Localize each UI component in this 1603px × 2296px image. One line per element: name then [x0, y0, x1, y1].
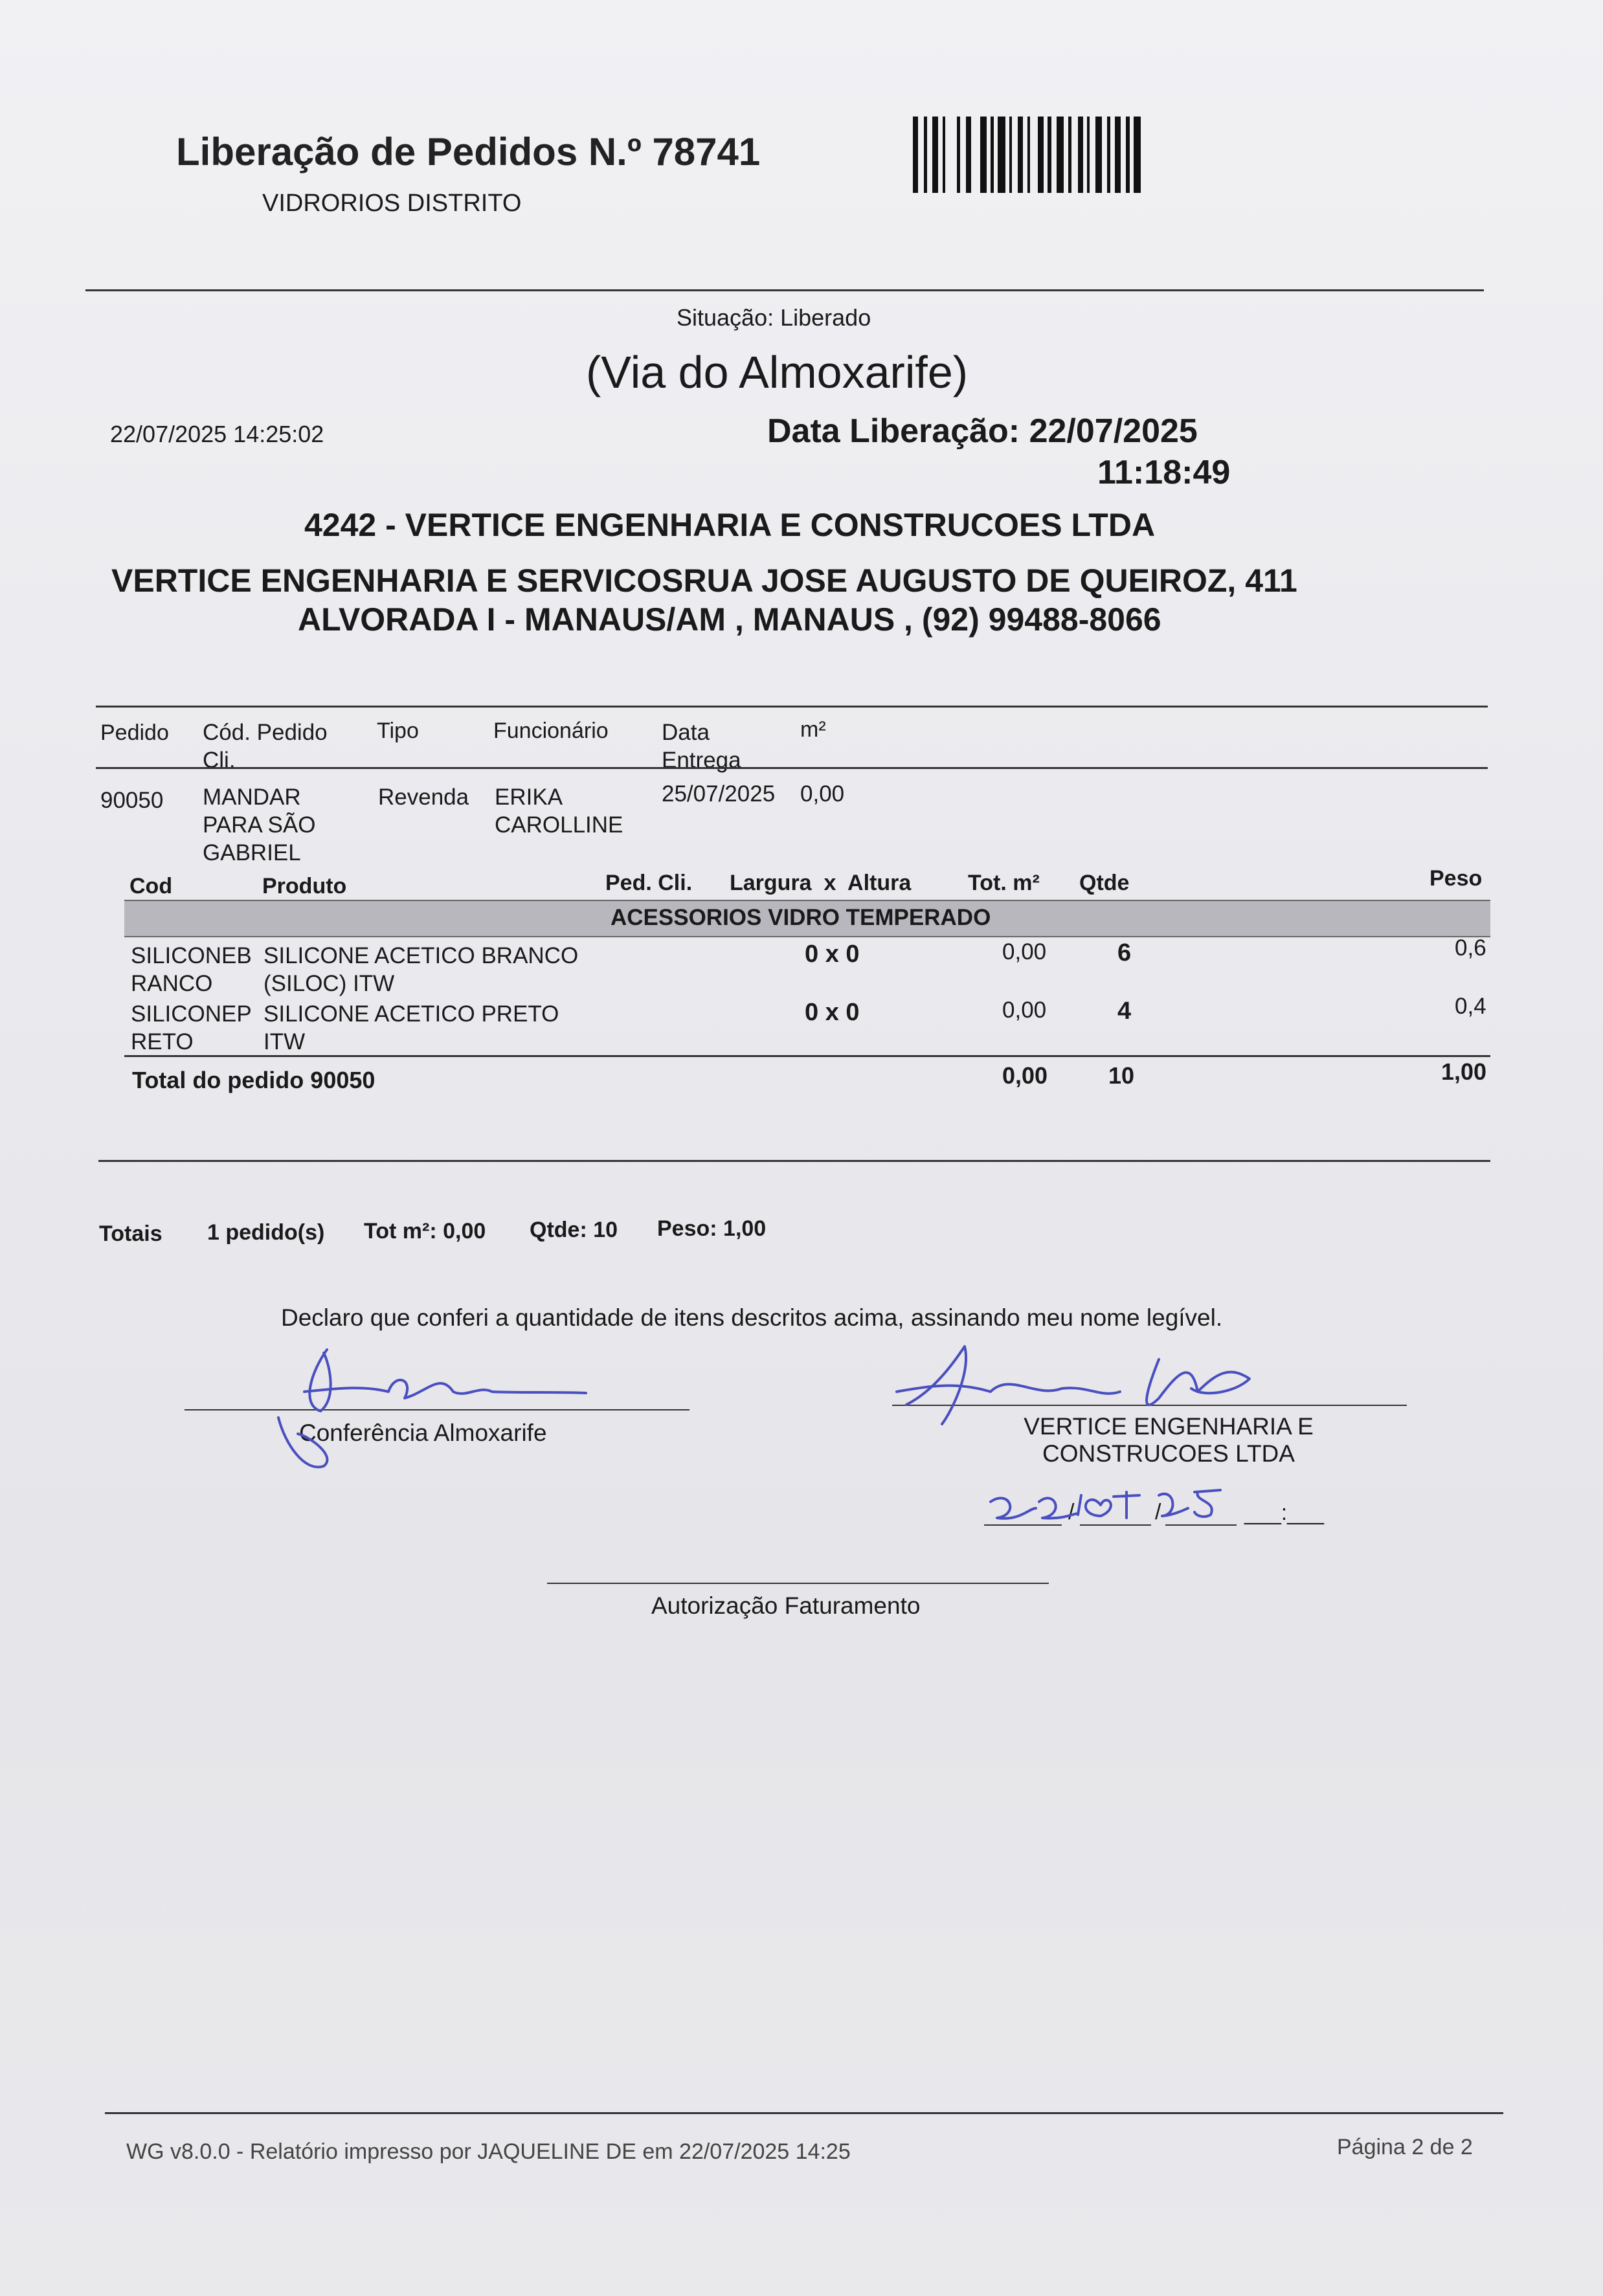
footer-divider	[105, 2112, 1503, 2114]
order-number: 90050	[100, 788, 164, 813]
section-title: ACESSORIOS VIDRO TEMPERADO	[611, 905, 991, 930]
order-total-qtde: 10	[1108, 1062, 1135, 1089]
item-peso: 0,6	[1455, 935, 1486, 961]
order-employee: ERIKA CAROLLINE	[495, 785, 623, 838]
col-header-ped-cli: Ped. Cli.	[605, 871, 693, 895]
item-code: SILICONEB RANCO	[131, 943, 252, 996]
signature-label-left: Conferência Almoxarife	[299, 1420, 547, 1446]
col-header-funcionario: Funcionário	[493, 719, 609, 743]
order-type: Revenda	[378, 785, 469, 810]
company-name: VIDRORIOS DISTRITO	[262, 190, 522, 217]
col-header-tipo: Tipo	[377, 719, 419, 743]
col-header-peso: Peso	[1429, 866, 1483, 891]
declaration-text: Declaro que conferi a quantidade de itens descritos acima, assinando meu nome legível.	[281, 1304, 1223, 1331]
order-delivery-date: 25/07/2025	[662, 781, 776, 807]
client-address-line1: VERTICE ENGENHARIA E SERVICOSRUA JOSE AUGUSTO DE QUEIROZ, 411	[111, 563, 1297, 599]
signature-label-right: VERTICE ENGENHARIA E CONSTRUCOES LTDA	[1024, 1413, 1314, 1467]
col-header-tot-m2: Tot. m²	[968, 871, 1040, 895]
col-header-m2: m²	[800, 717, 826, 742]
col-header-qtde: Qtde	[1079, 871, 1130, 895]
item-dimensions: 0 x 0	[805, 999, 860, 1026]
col-header-cod: Cod	[129, 874, 173, 898]
totals-orders: 1 pedido(s)	[207, 1220, 325, 1245]
liberation-date: Data Liberação: 22/07/2025	[767, 412, 1198, 450]
copy-designation: (Via do Almoxarife)	[586, 347, 969, 397]
item-peso: 0,4	[1455, 994, 1486, 1019]
item-qtde: 6	[1117, 939, 1132, 966]
item-product: SILICONE ACETICO PRETO ITW	[263, 1001, 559, 1054]
order-m2: 0,00	[800, 781, 845, 807]
item-product: SILICONE ACETICO BRANCO (SILOC) ITW	[263, 943, 579, 996]
totals-m2: Tot m²: 0,00	[364, 1219, 486, 1243]
item-tot-m2: 0,00	[1002, 998, 1047, 1023]
totals-peso: Peso: 1,00	[657, 1216, 767, 1241]
item-code: SILICONEP RETO	[131, 1001, 252, 1054]
client-name: 4242 - VERTICE ENGENHARIA E CONSTRUCOES LTDA	[304, 507, 1156, 543]
order-total-peso: 1,00	[1441, 1058, 1487, 1085]
col-header-cod-pedido: Cód. Pedido Cli.	[203, 720, 328, 773]
item-dimensions: 0 x 0	[805, 941, 860, 968]
totals-qtde: Qtde: 10	[530, 1218, 618, 1242]
authorization-label: Autorização Faturamento	[651, 1592, 921, 1619]
printed-timestamp: 22/07/2025 14:25:02	[110, 421, 324, 447]
order-total-label: Total do pedido 90050	[132, 1067, 376, 1093]
col-header-data-entrega: Data Entrega	[662, 720, 741, 773]
status-label: Situação: Liberado	[677, 304, 871, 331]
item-tot-m2: 0,00	[1002, 939, 1047, 964]
handwritten-date	[991, 1490, 1220, 1519]
item-qtde: 4	[1117, 998, 1132, 1025]
time-placeholder: ___:___	[1244, 1500, 1324, 1525]
col-header-pedido: Pedido	[100, 720, 169, 745]
signature-right	[897, 1346, 1250, 1424]
signature-left	[278, 1350, 586, 1467]
liberation-time: 11:18:49	[1097, 454, 1231, 491]
order-total-m2: 0,00	[1002, 1062, 1048, 1089]
page-number: Página 2 de 2	[1337, 2135, 1473, 2159]
document-title: Liberação de Pedidos N.º 78741	[176, 130, 761, 173]
date-fill-line: / /	[984, 1524, 1353, 1527]
report-info: WG v8.0.0 - Relatório impresso por JAQUELINE DE em 22/07/2025 14:25	[126, 2139, 851, 2164]
client-address-line2: ALVORADA I - MANAUS/AM , MANAUS , (92) 99488-8066	[298, 601, 1161, 638]
col-header-produto: Produto	[262, 874, 347, 898]
order-client-code: MANDAR PARA SÃO GABRIEL	[203, 785, 316, 865]
col-header-largura-altura: Largura x Altura	[730, 871, 912, 895]
totals-label: Totais	[99, 1221, 163, 1246]
